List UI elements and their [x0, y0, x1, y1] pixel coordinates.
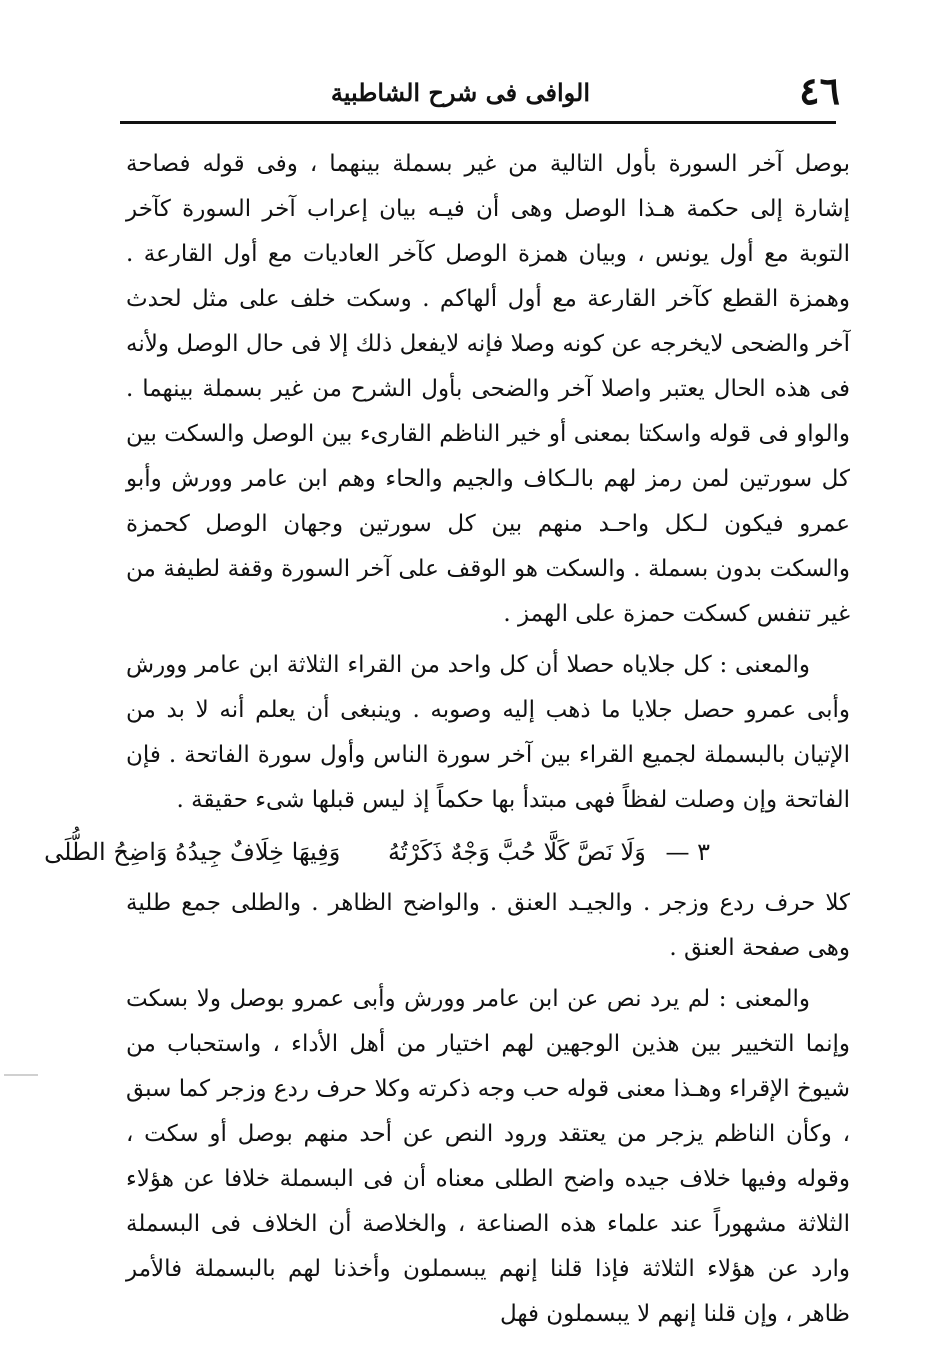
body-text: [44, 142, 850, 1337]
verse-second-hemistich: وَفِيهَا خِلَافٌ جِيدُهُ وَاضِحُ الطُّلَى: [44, 838, 341, 866]
page-number: ٤٦: [799, 68, 840, 113]
paragraph: والمعنى : كل جلاياه حصلا أن كل واحد من القراء الثلاثة ابن عامر وورش وأبى عمرو حصل جلايا ما ذهب إليه وصوبه . وينبغى أن يعلم أنه لا بد من الإتيان بالبسملة لجميع القراء بين آخر سورة الناس وأول سورة الفاتحة . فإن الفاتحة وإن وصلت لفظاً فهى مبتدأ بها حكماً إذ ليس قبلها شىء حقيقة .: [126, 652, 850, 813]
page-header: [120, 66, 840, 118]
header-rule: [120, 121, 836, 124]
running-title: الوافى فى شرح الشاطبية: [330, 78, 590, 107]
verse-line: [44, 827, 850, 877]
margin-smudge: [4, 1074, 38, 1076]
verse-first-hemistich: وَلَا نَصَّ كَلَّا حُبَّ وَجْهٌ ذَكَرْتُهُ: [387, 838, 646, 866]
paragraph: كلا حرف ردع وزجر . والجيـد العنق . والواضح الظاهر . والطلى جمع طلية وهى صفحة العنق .: [126, 890, 850, 961]
verse-number: ٣ —: [665, 838, 710, 866]
paragraph: بوصل آخر السورة بأول التالية من غير بسملة بينهما ، وفى قوله فصاحة إشارة إلى حكمة هـذا الوصل وهى أن فيـه بيان إعراب آخر السورة كآخر التوبة مع أول يونس ، وبيان همزة الوصل كآخر العاديات مع أول القارعة . وهمزة القطع كآخر القارعة مع أول ألهاكم . وسكت خلف على مثل لحدث آخر والضحى لايخرجه عن كونه وصلا فإنه لايفعل ذلك إلا فى حال الوصل ولأنه فى هذه الحال يعتبر واصلا آخر والضحى بأول الشرح من غير بسملة بينهما . والواو فى قوله واسكتا بمعنى أو خير الناظم القارىء بين الوصل والسكت بين كل سورتين لمن رمز لهم بالـكاف والجيم والحاء وهم ابن عامر وورش وأبو عمرو فيكون لـكل واحـد منهم بين كل سورتين وجهان الوصل كحمزة والسكت بدون بسملة . والسكت هو الوقف على آخر السورة وقفة لطيفة من غير تنفس كسكت حمزة على الهمز .: [126, 151, 850, 627]
paragraph: والمعنى : لم يرد نص عن ابن عامر وورش وأبى عمرو بوصل ولا بسكت وإنما التخيير بين هذين الوجهين لهم اختيار من أهل الأداء ، واستحباب من شيوخ الإقراء وهـذا معنى قوله حب وجه ذكرته وكلا حرف ردع وزجر كما سبق ، وكأن الناظم يزجر من يعتقد ورود النص عن أحد منهم بوصل أو سكت ، وقوله وفيها خلاف جيده واضح الطلى معناه أن فى البسملة خلافا عن هؤلاء الثلاثة مشهوراً عند علماء هذه الصناعة ، والخلاصة أن الخلاف فى البسملة وارد عن هؤلاء الثلاثة فإذا قلنا إنهم يبسملون وأخذنا لهم بالبسملة فالأمر ظاهر ، وإن قلنا إنهم لا يبسملون فهل: [126, 986, 850, 1327]
